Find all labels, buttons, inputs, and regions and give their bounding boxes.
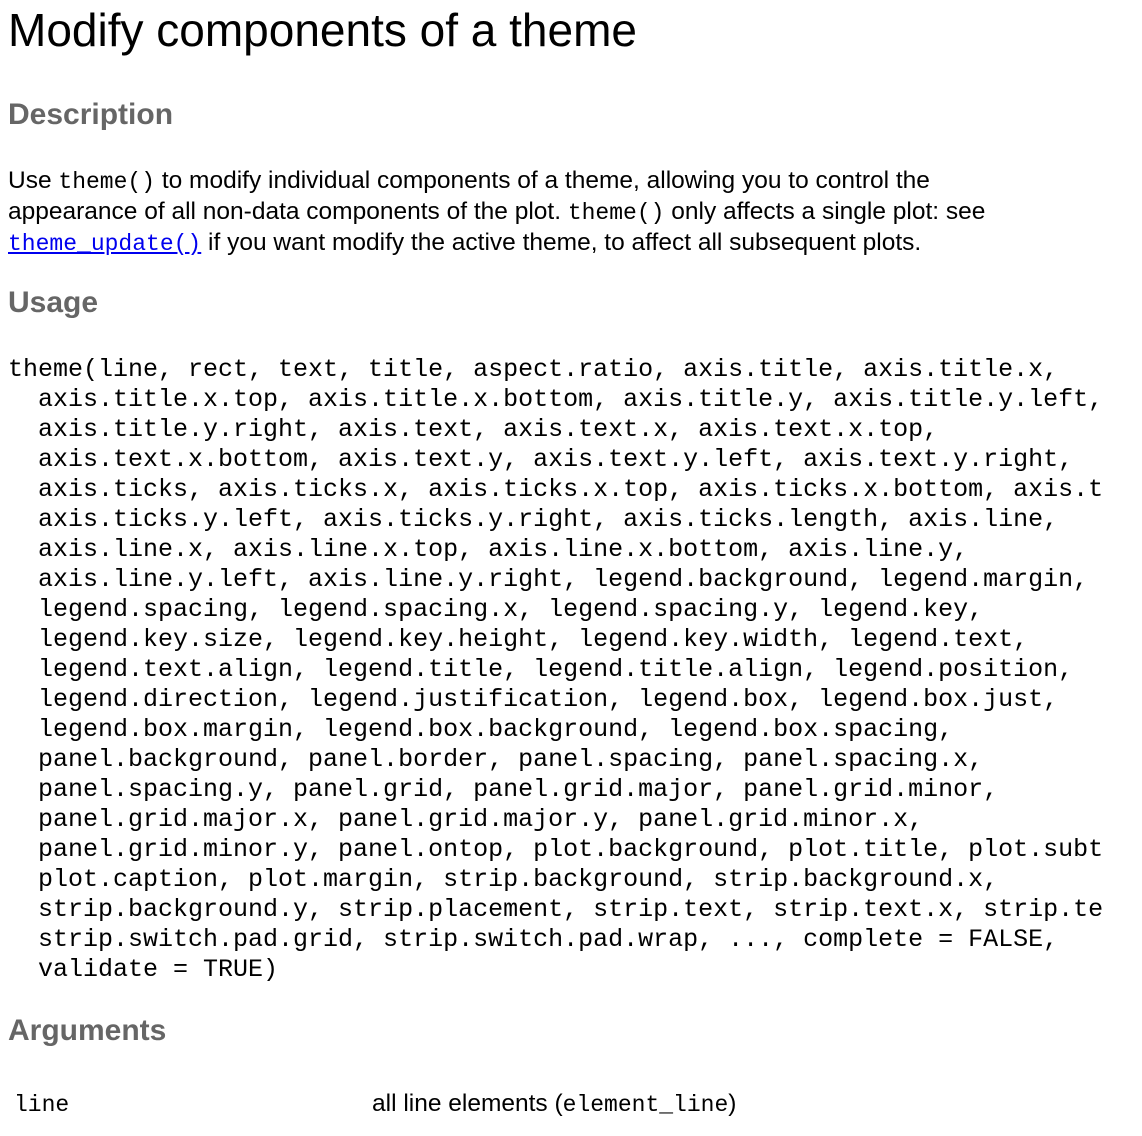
usage-line: legend.text.align, legend.title, legend.title.align, legend.position, (8, 655, 1074, 684)
usage-line: axis.ticks, axis.ticks.x, axis.ticks.x.top, axis.ticks.x.bottom, axis.t (8, 475, 1104, 504)
description-text: to modify individual components of a theme, allowing you to control the (155, 167, 930, 194)
theme-update-link[interactable]: theme_update() (8, 231, 202, 257)
usage-code-block (8, 355, 1103, 985)
usage-line: axis.text.x.bottom, axis.text.y, axis.text.y.left, axis.text.y.right, (8, 445, 1074, 474)
arguments-heading: Arguments (8, 1014, 167, 1047)
inline-code-theme: theme() (567, 200, 665, 226)
inline-code-theme: theme() (58, 169, 156, 195)
usage-line: axis.ticks.y.left, axis.ticks.y.right, axis.ticks.length, axis.line, (8, 505, 1059, 534)
usage-line: axis.line.x, axis.line.x.top, axis.line.x.bottom, axis.line.y, (8, 535, 969, 564)
usage-line: legend.direction, legend.justification, legend.box, legend.box.just, (8, 685, 1059, 714)
usage-line: strip.background.y, strip.placement, strip.text, strip.text.x, strip.te (8, 895, 1104, 924)
description-text: if you want modify the active theme, to affect all subsequent plots. (201, 229, 922, 256)
usage-line: axis.title.y.right, axis.text, axis.text.x, axis.text.x.top, (8, 415, 939, 444)
description-text: only affects a single plot: see (664, 198, 986, 225)
usage-line: validate = TRUE) (8, 955, 279, 984)
usage-line: theme(line, rect, text, title, aspect.ratio, axis.title, axis.title.x, (8, 355, 1059, 384)
usage-line: panel.grid.minor.y, panel.ontop, plot.background, plot.title, plot.subt (8, 835, 1104, 864)
usage-line: strip.switch.pad.grid, strip.switch.pad.wrap, ..., complete = FALSE, (8, 925, 1059, 954)
usage-heading: Usage (8, 286, 99, 319)
page-title: Modify components of a theme (8, 4, 637, 56)
argument-desc-text: ) (728, 1090, 737, 1117)
usage-line: legend.box.margin, legend.box.background, legend.box.spacing, (8, 715, 954, 744)
argument-desc-text: all line elements ( (372, 1090, 563, 1117)
usage-line: panel.grid.major.x, panel.grid.major.y, panel.grid.minor.x, (8, 805, 924, 834)
usage-line: legend.key.size, legend.key.height, legend.key.width, legend.text, (8, 625, 1029, 654)
usage-line: axis.title.x.top, axis.title.x.bottom, axis.title.y, axis.title.y.left, (8, 385, 1104, 414)
description-heading: Description (8, 98, 174, 131)
usage-line: axis.line.y.left, axis.line.y.right, legend.background, legend.margin, (8, 565, 1089, 594)
description-text: Use (8, 167, 59, 194)
description-text: appearance of all non-data components of the plot. (8, 198, 568, 225)
usage-line: plot.caption, plot.margin, strip.background, strip.background.x, (8, 865, 999, 894)
inline-code-element-line: element_line (562, 1092, 729, 1118)
usage-line: legend.spacing, legend.spacing.x, legend.spacing.y, legend.key, (8, 595, 984, 624)
argument-description-line (372, 1089, 736, 1120)
argument-name-line: line (14, 1092, 70, 1118)
description-paragraph (8, 166, 985, 259)
usage-line: panel.background, panel.border, panel.spacing, panel.spacing.x, (8, 745, 984, 774)
usage-line: panel.spacing.y, panel.grid, panel.grid.major, panel.grid.minor, (8, 775, 999, 804)
